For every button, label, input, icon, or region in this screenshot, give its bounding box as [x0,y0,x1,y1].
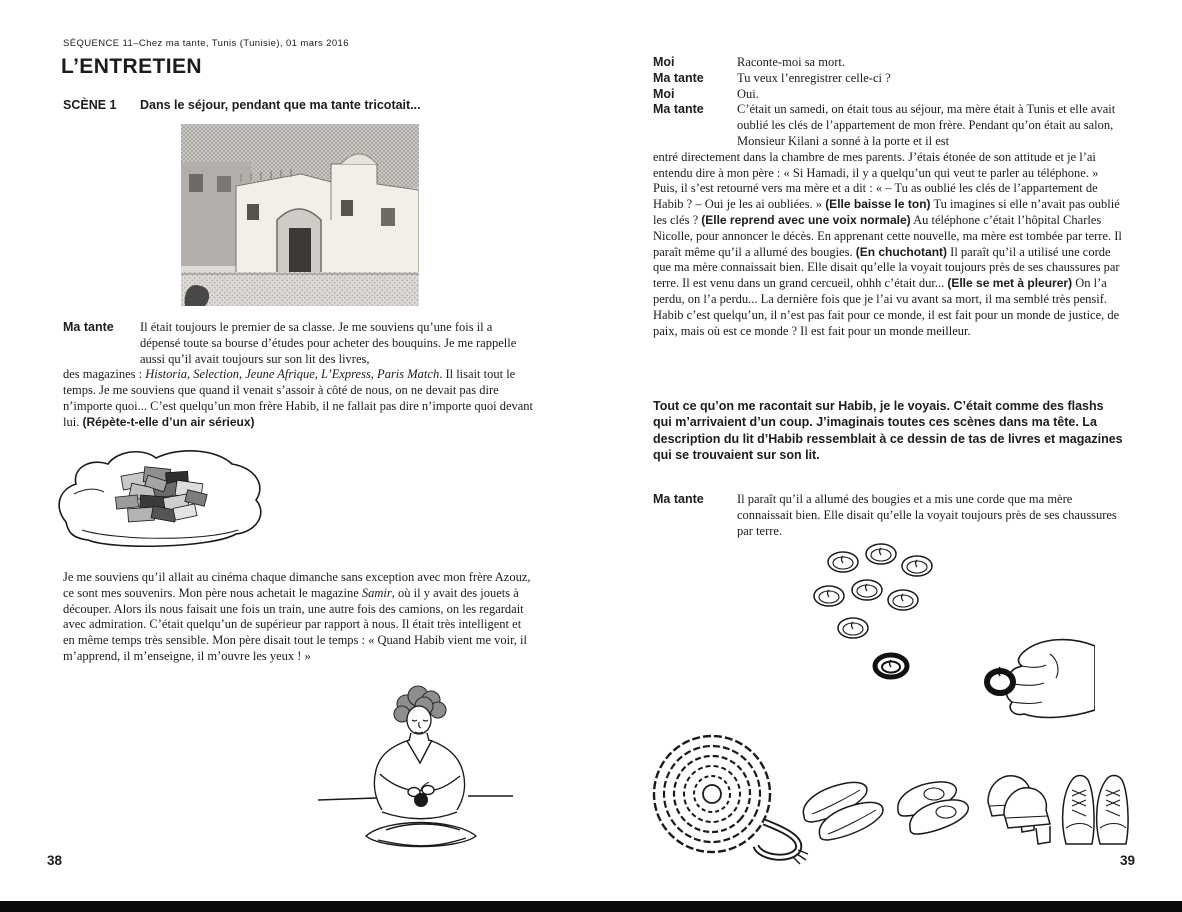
bed-books-illustration [52,438,272,558]
dialogue-speaker: Ma tante [63,320,114,334]
narration-paragraph: Je me souviens qu’il allait au cinéma chaque dimanche sans exception avec mon frère Azouz, ce sont mes souvenirs. Mon père nous achetait le magazine Samir, où il y avait des jouets à découper. Alors ils nous faisait une fois un train, une autre fois des camions, on les regardait avec admiration. C’était quelqu’un de supérieur par rapport à nous. Il était très intelligent et en même temps très sensible. Mon père disait tout le temps : « Quand Habib vient me voir, il m’apprend, il m’enseigne, il m’ouvre les yeux ! » [63,570,531,663]
dialogue-text: Raconte-moi sa mort. [737,55,845,69]
rope-illustration [630,722,815,872]
scene-heading [63,98,533,112]
scene-description: Dans le séjour, pendant que ma tante tricotait... [140,98,421,112]
scene-label: SCÈNE 1 [63,98,117,112]
dialogue-text-continuation: des magazines : Historia, Selection, Jeune Afrique, L’Express, Paris Match. Il lisait tout le temps. Je me souviens que quand il venait s’assoir à côté de nous, on ne devait pas dire n’importe quoi... C’est quelqu’un mon frère Habib, il ne fallait pas dire n’importe quoi devant lui. (Répète-t-elle d’un air sérieux) [63,367,534,429]
bold-narration-paragraph: Tout ce qu’on me racontait sur Habib, je le voyais. C’était comme des flashs qui m’arrivaient d’un coup. J’imaginais toutes ces scènes dans ma tête. La description du lit d’Habib ressemblait à ce dessin de tas de livres et magazines qui se trouvaient sur son lit. [653,399,1123,463]
shoes-illustration [798,732,1130,857]
page-edge-bar [0,901,1182,912]
shoes-svg [798,732,1130,857]
bed-books-svg [52,438,272,558]
page-title: L’ENTRETIEN [61,55,202,78]
dialogue-text-continuation: entré directement dans la chambre de mes parents. J’étais étonée de son attitude et je l’ai entendu dire à mon père : « Si Hamadi, il y a quelqu’un qui veut te parler au téléphone. » Puis, il s’est retourné vers ma mère et a dit : « – Tu as oublié les clés de l’appartement de Habib ? – Oui je les ai oubliées. » (Elle baisse le ton) Tu imagines si elle n’avait pas oublié les clés ? (Elle reprend avec une voix normale) Au téléphone c’était l’hôpital Charles Nicolle, pour annoncer le décès. En apprenant cette nouvelle, ma mère est tombée par terre. Il paraît même qu’il a allumé des bougies. (En chuchotant) Il paraît qu’il a utilisé une corde que ma mère connaissait bien. Elle disait qu’elle la voyait toujours près de ses chaussures par terre. Il est venu dans un grand cercueil, ohhh c’était dur... (Elle se met à pleurer) On l’a perdu, on l’a perdu... La dernière fois que je l’ai vu avant sa mort, il ma semblé très pensif. Habib c’est quelqu’un, il n’est pas fait pour ce monde, il est fait pour un monde de justice, de paix, mais où est ce monde ? Il est fait pour un monde meilleur. [653,149,1122,338]
house-photo-svg [181,124,419,306]
rope-svg [630,722,815,872]
dialogue-text: Tu veux l’enregistrer celle-ci ? [737,70,891,85]
dialogue-text-indented: C’était un samedi, on était tous au séjour, ma mère était à Tunis et elle avait oublié les clés de l’appartement de mon frère. Pendant qu’on était au salon, Monsieur Kilani a sonné à la porte et il est [737,102,1116,148]
dialogue-moi-1 [653,55,1122,71]
dialogue-ma-tante-3 [653,102,1122,339]
dialogue-block [653,55,1122,339]
dialogue-text: Il paraît qu’il a allumé des bougies et a mis une corde que ma mère connaissait bien. Elle disait qu’elle la voyait toujours près de ses chaussures par terre. [737,492,1117,538]
dialogue-ma-tante-4 [653,492,1122,539]
house-photo-illustration [181,124,419,306]
dialogue-speaker: Moi [653,55,675,69]
dialogue-speaker: Ma tante [653,102,704,117]
dialogue-ma-tante-2 [653,71,1122,87]
dialogue-moi-2 [653,87,1122,103]
dialogue-speaker: Ma tante [653,70,704,85]
dialogue-text-indented: Il était toujours le premier de sa classe. Je me souviens qu’une fois il a dépensé toute sa bourse d’études pour acheter des bouquins. Je me rappelle aussi qu’il avait toujours sur son lit des livres, [140,320,517,366]
page-number-right: 39 [1120,853,1136,868]
dialogue-text: Oui. [737,86,759,101]
knitting-person-illustration [318,678,513,858]
dialogue-speaker: Moi [653,86,675,101]
page-number-left: 38 [47,853,63,868]
knitting-person-svg [318,678,513,858]
dialogue-speaker: Ma tante [653,492,704,506]
sequence-header: SÉQUENCE 11–Chez ma tante, Tunis (Tunisie), 01 mars 2016 [63,38,349,49]
dialogue-ma-tante-1 [63,320,533,431]
